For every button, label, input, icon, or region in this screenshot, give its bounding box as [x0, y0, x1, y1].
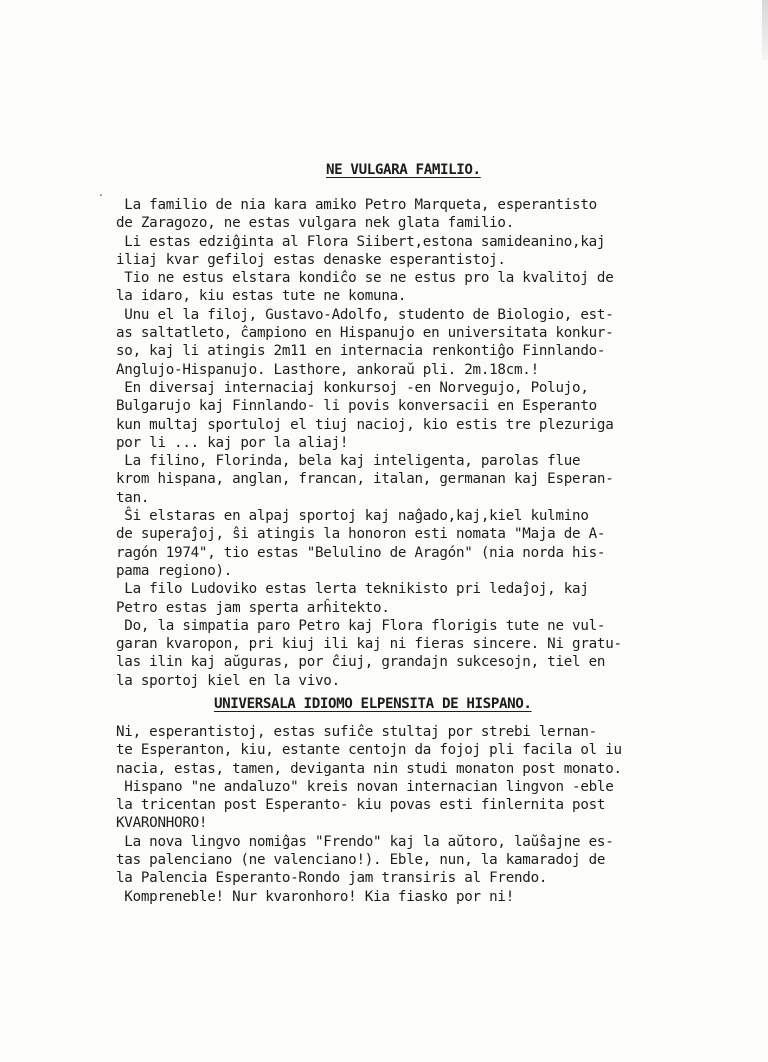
text-line: krom hispana, anglan, francan, italan, germanan kaj Esperan-	[116, 471, 614, 488]
scan-speck	[100, 194, 102, 196]
text-line: garan kvaropon, pri kiuj ili kaj ni fieras sincere. Ni gratu-	[116, 636, 622, 653]
text-line: Ŝi elstaras en alpaj sportoj kaj naĝado,kaj,kiel kulmino	[116, 508, 589, 525]
text-line: la sportoj kiel en la vivo.	[116, 672, 340, 689]
text-line: pama regiono).	[116, 562, 233, 579]
text-line: Bulgarujo kaj Finnlando- li povis konversacii en Esperanto	[116, 398, 597, 415]
text-line: ragón 1974", tio estas "Belulino de Aragón" (nia norda his-	[116, 544, 606, 561]
article2-body	[116, 723, 716, 906]
text-line: iliaj kvar gefiloj estas denaske esperantistoj.	[116, 251, 506, 268]
text-line: Unu el la filoj, Gustavo-Adolfo, studento de Biologio, est-	[116, 306, 614, 323]
text-line: Do, la simpatia paro Petro kaj Flora florigis tute ne vul-	[116, 617, 606, 634]
article2-title: UNIVERSALA IDIOMO ELPENSITA DE HISPANO.	[214, 696, 532, 712]
article1-title: NE VULGARA FAMILIO.	[326, 162, 481, 178]
text-line: so, kaj li atingis 2m11 en internacia renkontiĝo Finnlando-	[116, 343, 606, 360]
text-line: La filo Ludoviko estas lerta teknikisto pri ledaĵoj, kaj	[116, 581, 589, 598]
scan-edge-shadow	[762, 0, 768, 60]
text-line: Tio ne estus elstara kondiĉo se ne estus pro la kvalitoj de	[116, 270, 614, 287]
text-line: tan.	[116, 489, 150, 506]
text-line: tas palenciano (ne valenciano!). Eble, nun, la kamaradoj de	[116, 852, 606, 869]
text-line: por li ... kaj por la aliaj!	[116, 434, 349, 451]
text-line: Ni, esperantistoj, estas sufiĉe stultaj por strebi lernan-	[116, 724, 597, 740]
text-line: La nova lingvo nomiĝas "Frendo" kaj la aŭtoro, laŭŝajne es-	[116, 833, 614, 850]
article1-body	[116, 196, 716, 690]
text-line: te Esperanton, kiu, estante centojn da fojoj pli facila ol iu	[116, 742, 622, 759]
text-line: Petro estas jam sperta arĥitekto.	[116, 599, 390, 616]
text-line: nacia, estas, tamen, deviganta nin studi monaton post monato.	[116, 760, 622, 777]
text-line: Li estas edziĝinta al Flora Siibert,estona samideanino,kaj	[116, 233, 606, 250]
text-line: la Palencia Esperanto-Rondo jam transiris al Frendo.	[116, 870, 548, 887]
text-line: La filino, Florinda, bela kaj inteligenta, parolas flue	[116, 453, 581, 470]
text-line: las ilin kaj aŭguras, por ĉiuj, grandajn sukcesojn, tiel en	[116, 654, 606, 671]
text-line: de Zaragozo, ne estas vulgara nek glata familio.	[116, 215, 514, 232]
text-line: En diversaj internaciaj konkursoj -en Norvegujo, Polujo,	[116, 379, 589, 396]
text-line: Anglujo-Hispanujo. Lasthore, ankoraŭ pli. 2m.18cm.!	[116, 361, 539, 378]
text-line: kun multaj sportuloj el tiuj nacioj, kio estis tre plezuriga	[116, 416, 614, 433]
text-line: la idaro, kiu estas tute ne komuna.	[116, 288, 407, 305]
text-line: Hispano "ne andaluzo" kreis novan internacian lingvon -eble	[116, 778, 614, 795]
text-line: La familio de nia kara amiko Petro Marqueta, esperantisto	[116, 197, 597, 213]
text-line: la tricentan post Esperanto- kiu povas esti finlernita post	[116, 797, 606, 814]
text-line: as saltatleto, ĉampiono en Hispanujo en universitata konkur-	[116, 325, 614, 342]
text-line: de superaĵoj, ŝi atingis la honoron esti nomata "Maja de A-	[116, 526, 606, 543]
text-line: Kompreneble! Nur kvaronhoro! Kia fiasko por ni!	[116, 888, 514, 905]
text-line: KVARONHORO!	[116, 815, 208, 832]
